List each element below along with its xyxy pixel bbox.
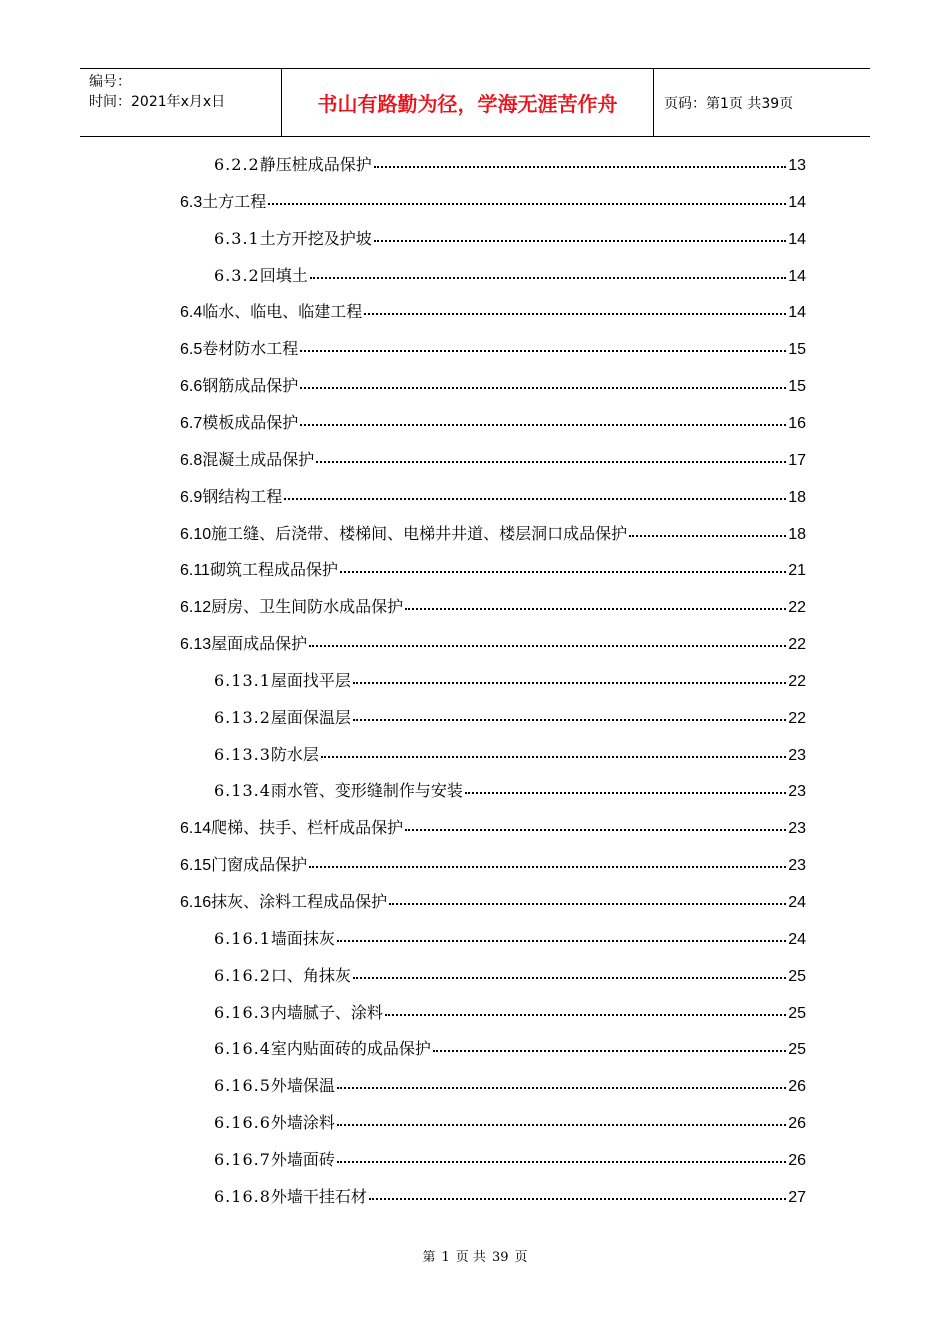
toc-entry-number: 6.3 bbox=[180, 193, 203, 211]
toc-entry-title: 屋面成品保护 bbox=[211, 634, 308, 654]
toc-entry-page: 14 bbox=[788, 193, 806, 211]
toc-entry-page: 18 bbox=[788, 488, 806, 506]
toc-dot-leader bbox=[310, 261, 786, 279]
toc-entry-page: 15 bbox=[788, 378, 806, 396]
toc-entry-page: 22 bbox=[788, 636, 806, 654]
toc-dot-leader bbox=[337, 1108, 786, 1126]
toc-entry-number: 6.2.2 bbox=[214, 155, 260, 174]
toc-entry[interactable] bbox=[180, 815, 806, 839]
toc-entry[interactable] bbox=[180, 299, 806, 323]
toc-entry-number: 6.5 bbox=[180, 341, 203, 359]
toc-entry-title: 钢结构工程 bbox=[202, 486, 283, 506]
toc-entry-number: 6.3.1 bbox=[214, 228, 260, 248]
toc-entry-page: 16 bbox=[788, 414, 806, 432]
toc-entry-number: 6.10 bbox=[180, 525, 212, 543]
footer-prefix: 第 bbox=[422, 1250, 436, 1265]
footer-mid: 页 共 bbox=[455, 1250, 486, 1265]
toc-entry-page: 14 bbox=[788, 304, 806, 322]
toc-dot-leader bbox=[321, 740, 786, 758]
toc-entry[interactable] bbox=[214, 1000, 806, 1024]
toc-entry-page: 24 bbox=[788, 930, 806, 948]
toc-entry[interactable] bbox=[214, 742, 806, 766]
toc-entry-page: 22 bbox=[788, 672, 806, 690]
toc-entry-number: 6.16.1 bbox=[214, 928, 271, 948]
page-footer bbox=[0, 1246, 950, 1265]
toc-entry[interactable] bbox=[180, 852, 806, 876]
toc-entry-title: 砌筑工程成品保护 bbox=[209, 560, 338, 580]
toc-entry[interactable] bbox=[214, 1147, 806, 1171]
toc-entry-page: 26 bbox=[788, 1078, 806, 1096]
toc-dot-leader bbox=[340, 555, 786, 573]
toc-dot-leader bbox=[300, 408, 786, 426]
toc-entry[interactable] bbox=[180, 189, 806, 213]
toc-dot-leader bbox=[337, 1145, 786, 1163]
toc-entry-number: 6.15 bbox=[180, 857, 212, 875]
toc-entry[interactable] bbox=[214, 152, 806, 176]
toc-entry-title: 外墙保温 bbox=[270, 1076, 335, 1096]
toc-dot-leader bbox=[337, 924, 786, 942]
toc-entry-title: 门窗成品保护 bbox=[211, 855, 308, 875]
toc-entry[interactable] bbox=[214, 705, 806, 729]
toc-entry-number: 6.6 bbox=[180, 378, 203, 396]
toc-entry[interactable] bbox=[214, 668, 806, 692]
footer-suffix: 页 bbox=[514, 1250, 528, 1265]
toc-entry-title: 外墙涂料 bbox=[270, 1113, 335, 1133]
toc-entry-page: 14 bbox=[788, 230, 806, 248]
toc-entry[interactable] bbox=[180, 889, 806, 913]
toc-dot-leader bbox=[284, 482, 786, 500]
toc-entry-page: 22 bbox=[788, 709, 806, 727]
header-time-label: 时间：2021年x月x日 bbox=[89, 94, 226, 110]
toc-entry-page: 23 bbox=[788, 857, 806, 875]
toc-entry[interactable] bbox=[180, 373, 806, 397]
toc-dot-leader bbox=[629, 519, 786, 537]
toc-entry-title: 屋面保温层 bbox=[270, 707, 351, 727]
toc-entry[interactable] bbox=[214, 926, 806, 950]
page-header bbox=[80, 68, 870, 137]
toc-dot-leader bbox=[364, 297, 786, 315]
toc-entry[interactable] bbox=[180, 521, 806, 545]
toc-entry[interactable] bbox=[180, 631, 806, 655]
toc-entry-title: 静压桩成品保护 bbox=[259, 155, 372, 174]
header-page-info: 页码：第1页 共39页 bbox=[664, 95, 794, 112]
toc-dot-leader bbox=[309, 850, 786, 868]
toc-entry-title: 口、角抹灰 bbox=[270, 965, 351, 985]
toc-entry-number: 6.14 bbox=[180, 820, 212, 838]
toc-dot-leader bbox=[374, 150, 786, 168]
toc-entry[interactable] bbox=[214, 226, 806, 250]
toc-entry-number: 6.11 bbox=[180, 562, 210, 580]
toc-dot-leader bbox=[353, 961, 786, 979]
toc-entry-number: 6.4 bbox=[180, 304, 203, 322]
toc-entry-number: 6.13.2 bbox=[214, 707, 271, 727]
header-motto: 书山有路勤为径，学海无涯苦作舟 bbox=[282, 69, 654, 136]
toc-entry-title: 爬梯、扶手、栏杆成品保护 bbox=[211, 818, 404, 838]
toc-entry[interactable] bbox=[214, 1184, 806, 1208]
footer-total-pages: 39 bbox=[491, 1250, 509, 1265]
toc-dot-leader bbox=[309, 629, 786, 647]
toc-dot-leader bbox=[385, 998, 786, 1016]
toc-entry[interactable] bbox=[180, 557, 806, 581]
toc-entry-title: 厨房、卫生间防水成品保护 bbox=[211, 597, 404, 617]
toc-entry-page: 27 bbox=[788, 1188, 806, 1206]
toc-dot-leader bbox=[433, 1034, 786, 1052]
header-meta bbox=[80, 69, 282, 136]
toc-entry-page: 14 bbox=[788, 267, 806, 285]
footer-current-page: 1 bbox=[441, 1250, 450, 1265]
toc-entry-page: 15 bbox=[788, 341, 806, 359]
toc-entry-page: 25 bbox=[788, 967, 806, 985]
toc-dot-leader bbox=[405, 592, 786, 610]
toc-entry-page: 17 bbox=[788, 451, 806, 469]
toc-entry-page: 18 bbox=[788, 525, 806, 543]
toc-entry-title: 外墙面砖 bbox=[270, 1149, 335, 1169]
toc-dot-leader bbox=[300, 371, 786, 389]
toc-entry[interactable] bbox=[214, 1110, 806, 1134]
toc-entry-title: 土方开挖及护坡 bbox=[259, 228, 372, 248]
toc-entry-number: 6.16.8 bbox=[214, 1186, 271, 1206]
toc-entry-title: 墙面抹灰 bbox=[270, 928, 335, 948]
toc-dot-leader bbox=[316, 445, 786, 463]
toc-entry-page: 26 bbox=[788, 1115, 806, 1133]
toc-entry-page: 24 bbox=[788, 894, 806, 911]
toc-entry-number: 6.8 bbox=[180, 451, 203, 469]
toc-entry[interactable] bbox=[214, 263, 806, 287]
toc-entry-number: 6.9 bbox=[180, 488, 203, 506]
toc-entry-number: 6.16.5 bbox=[214, 1076, 271, 1096]
toc-entry[interactable] bbox=[180, 594, 806, 618]
toc-dot-leader bbox=[268, 187, 786, 205]
toc-entry[interactable] bbox=[180, 484, 806, 508]
toc-entry-page: 21 bbox=[788, 562, 806, 580]
toc-entry-title: 临水、临电、临建工程 bbox=[202, 302, 363, 322]
toc-entry-page: 23 bbox=[788, 746, 806, 764]
toc-entry-title: 施工缝、后浇带、楼梯间、电梯井井道、楼层洞口成品保护 bbox=[211, 523, 628, 543]
toc-entry-title: 混凝土成品保护 bbox=[202, 449, 315, 469]
toc-entry[interactable] bbox=[214, 1073, 806, 1097]
toc-dot-leader bbox=[300, 334, 786, 352]
toc-dot-leader bbox=[337, 1071, 786, 1089]
toc-dot-leader bbox=[369, 1182, 786, 1200]
toc-entry-title: 防水层 bbox=[270, 744, 319, 764]
toc-entry-title: 土方工程 bbox=[202, 191, 267, 211]
toc-entry-number: 6.13.4 bbox=[214, 781, 271, 801]
toc-entry-title: 雨水管、变形缝制作与安装 bbox=[270, 781, 463, 801]
toc-entry-number: 6.13.3 bbox=[214, 744, 271, 764]
toc-dot-leader bbox=[389, 887, 786, 905]
toc-entry-page: 26 bbox=[788, 1151, 806, 1169]
toc-entry-title: 钢筋成品保护 bbox=[202, 376, 299, 396]
toc-entry-title: 外墙干挂石材 bbox=[270, 1186, 367, 1206]
toc-entry-number: 6.16 bbox=[180, 894, 212, 911]
toc-entry-number: 6.16.6 bbox=[214, 1113, 271, 1133]
toc-dot-leader bbox=[353, 703, 786, 721]
toc-entry-number: 6.16.3 bbox=[214, 1002, 271, 1022]
toc-entry-number: 6.13 bbox=[180, 636, 212, 654]
toc-entry-number: 6.3.2 bbox=[214, 265, 260, 285]
toc-dot-leader bbox=[374, 224, 786, 242]
toc-entry-number: 6.12 bbox=[180, 599, 212, 617]
toc-entry-page: 13 bbox=[788, 157, 806, 174]
toc-entry-title: 模板成品保护 bbox=[202, 412, 299, 432]
toc-entry-number: 6.16.7 bbox=[214, 1149, 271, 1169]
toc-entry-title: 室内贴面砖的成品保护 bbox=[270, 1039, 431, 1059]
toc-entry-title: 屋面找平层 bbox=[270, 670, 351, 690]
toc-entry-title: 卷材防水工程 bbox=[202, 339, 299, 359]
toc-entry-title: 内墙腻子、涂料 bbox=[270, 1002, 383, 1022]
toc-entry[interactable] bbox=[180, 410, 806, 434]
toc-entry-page: 25 bbox=[788, 1041, 806, 1059]
toc-entry-page: 23 bbox=[788, 783, 806, 801]
toc-dot-leader bbox=[465, 776, 786, 794]
toc-entry-number: 6.16.2 bbox=[214, 965, 271, 985]
toc-entry-title: 抹灰、涂料工程成品保护 bbox=[211, 892, 388, 911]
toc-entry-page: 23 bbox=[788, 820, 806, 838]
toc-entry[interactable] bbox=[180, 336, 806, 360]
toc-dot-leader bbox=[353, 666, 786, 684]
header-number-label: 编号： bbox=[89, 74, 131, 90]
toc-entry[interactable] bbox=[180, 447, 806, 471]
toc-dot-leader bbox=[405, 813, 786, 831]
toc-entry-number: 6.16.4 bbox=[214, 1039, 271, 1059]
toc-entry-number: 6.7 bbox=[180, 414, 203, 432]
toc-entry-page: 25 bbox=[788, 1004, 806, 1022]
toc-entry-title: 回填土 bbox=[259, 265, 308, 285]
toc-entry-page: 22 bbox=[788, 599, 806, 617]
toc-entry[interactable] bbox=[214, 963, 806, 987]
toc-entry[interactable] bbox=[214, 778, 806, 802]
toc-entry[interactable] bbox=[214, 1036, 806, 1060]
toc-entry-number: 6.13.1 bbox=[214, 670, 271, 690]
